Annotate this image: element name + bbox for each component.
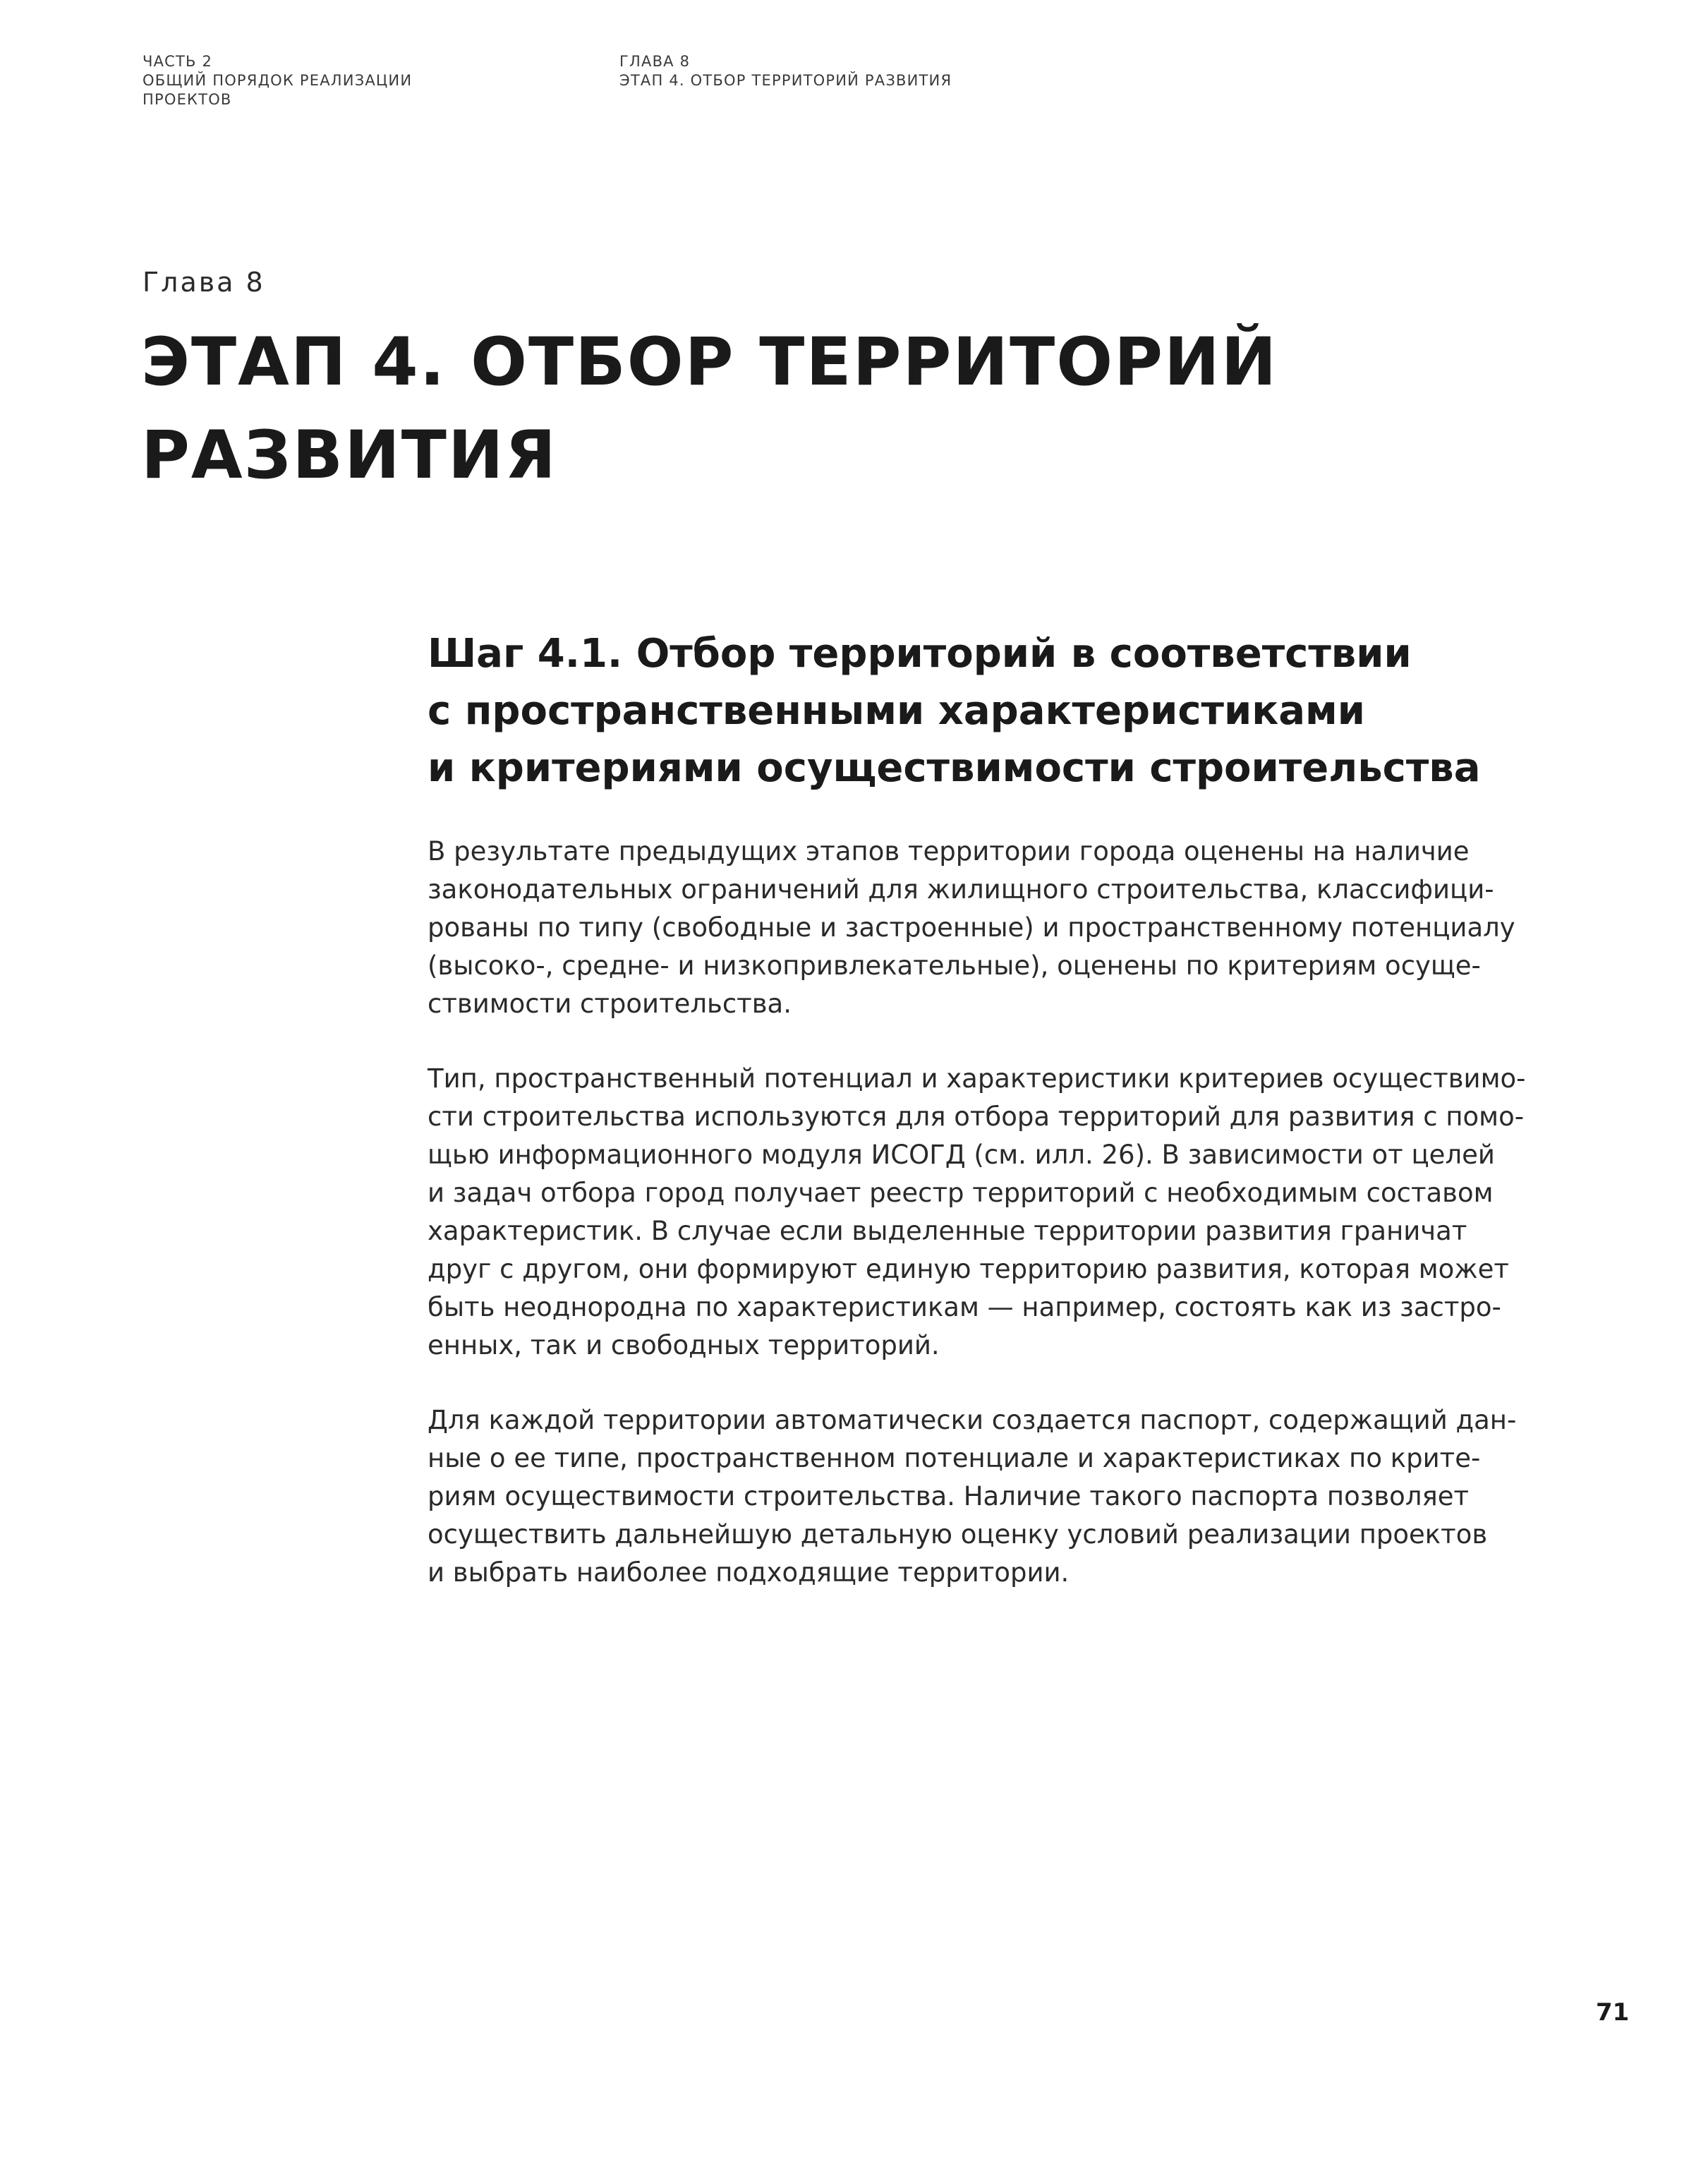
running-head-line: ОБЩИЙ ПОРЯДОК РЕАЛИЗАЦИИ bbox=[143, 72, 413, 89]
running-head-line: ГЛАВА 8 bbox=[619, 53, 691, 70]
step-heading-line: и критериями осуществимости строительства bbox=[428, 745, 1481, 791]
paragraph-line: В результате предыдущих этапов территории города оценены на наличие bbox=[428, 836, 1470, 867]
paragraph-line: щью информационного модуля ИСОГД (см. илл. 26). В зависимости от целей bbox=[428, 1140, 1495, 1170]
paragraph-line: осуществить дальнейшую детальную оценку условий реализации проектов bbox=[428, 1519, 1488, 1550]
running-head-chapter bbox=[619, 52, 952, 90]
paragraph-line: быть неоднородна по характеристикам — например, состоять как из застро- bbox=[428, 1292, 1501, 1322]
chapter-label: Глава 8 bbox=[143, 267, 265, 298]
paragraph-line: сти строительства используются для отбора территорий для развития с помо- bbox=[428, 1101, 1525, 1132]
running-head-part bbox=[143, 52, 412, 109]
step-heading-line: Шаг 4.1. Отбор территорий в соответствии bbox=[428, 631, 1412, 677]
running-head-line: ЭТАП 4. ОТБОР ТЕРРИТОРИЙ РАЗВИТИЯ bbox=[619, 72, 952, 89]
body-paragraph bbox=[428, 833, 1515, 1023]
paragraph-line: енных, так и свободных территорий. bbox=[428, 1330, 940, 1360]
body-paragraph bbox=[428, 1401, 1516, 1592]
step-heading bbox=[428, 625, 1481, 797]
paragraph-line: законодательных ограничений для жилищного строительства, классифици- bbox=[428, 874, 1494, 905]
chapter-title-line: ЭТАП 4. ОТБОР ТЕРРИТОРИЙ bbox=[141, 324, 1278, 401]
paragraph-line: ствимости строительства. bbox=[428, 989, 792, 1019]
body-paragraph bbox=[428, 1060, 1525, 1365]
paragraph-line: риям осуществимости строительства. Наличие такого паспорта позволяет bbox=[428, 1481, 1470, 1511]
paragraph-line: друг с другом, они формируют единую территорию развития, которая может bbox=[428, 1254, 1509, 1284]
paragraph-line: и выбрать наиболее подходящие территории. bbox=[428, 1557, 1070, 1588]
paragraph-line: рованы по типу (свободные и застроенные) и пространственному потенциалу bbox=[428, 912, 1515, 943]
chapter-title-line: РАЗВИТИЯ bbox=[141, 417, 557, 494]
step-heading-line: с пространственными характеристиками bbox=[428, 688, 1366, 734]
paragraph-line: ные о ее типе, пространственном потенциале и характеристиках по крите- bbox=[428, 1443, 1481, 1473]
paragraph-line: и задач отбора город получает реестр территорий с необходимым составом bbox=[428, 1178, 1494, 1208]
running-head-line: ЧАСТЬ 2 bbox=[143, 53, 213, 70]
paragraph-line: характеристик. В случае если выделенные территории развития граничат bbox=[428, 1216, 1467, 1246]
paragraph-line: Тип, пространственный потенциал и характеристики критериев осуществимо- bbox=[428, 1063, 1526, 1094]
running-head-line: ПРОЕКТОВ bbox=[143, 91, 232, 108]
chapter-title bbox=[141, 316, 1482, 502]
page-number: 71 bbox=[1596, 1998, 1630, 2027]
paragraph-line: Для каждой территории автоматически создается паспорт, содержащий дан- bbox=[428, 1405, 1517, 1435]
paragraph-line: (высоко-, средне- и низкопривлекательные), оценены по критериям осуще- bbox=[428, 950, 1481, 981]
